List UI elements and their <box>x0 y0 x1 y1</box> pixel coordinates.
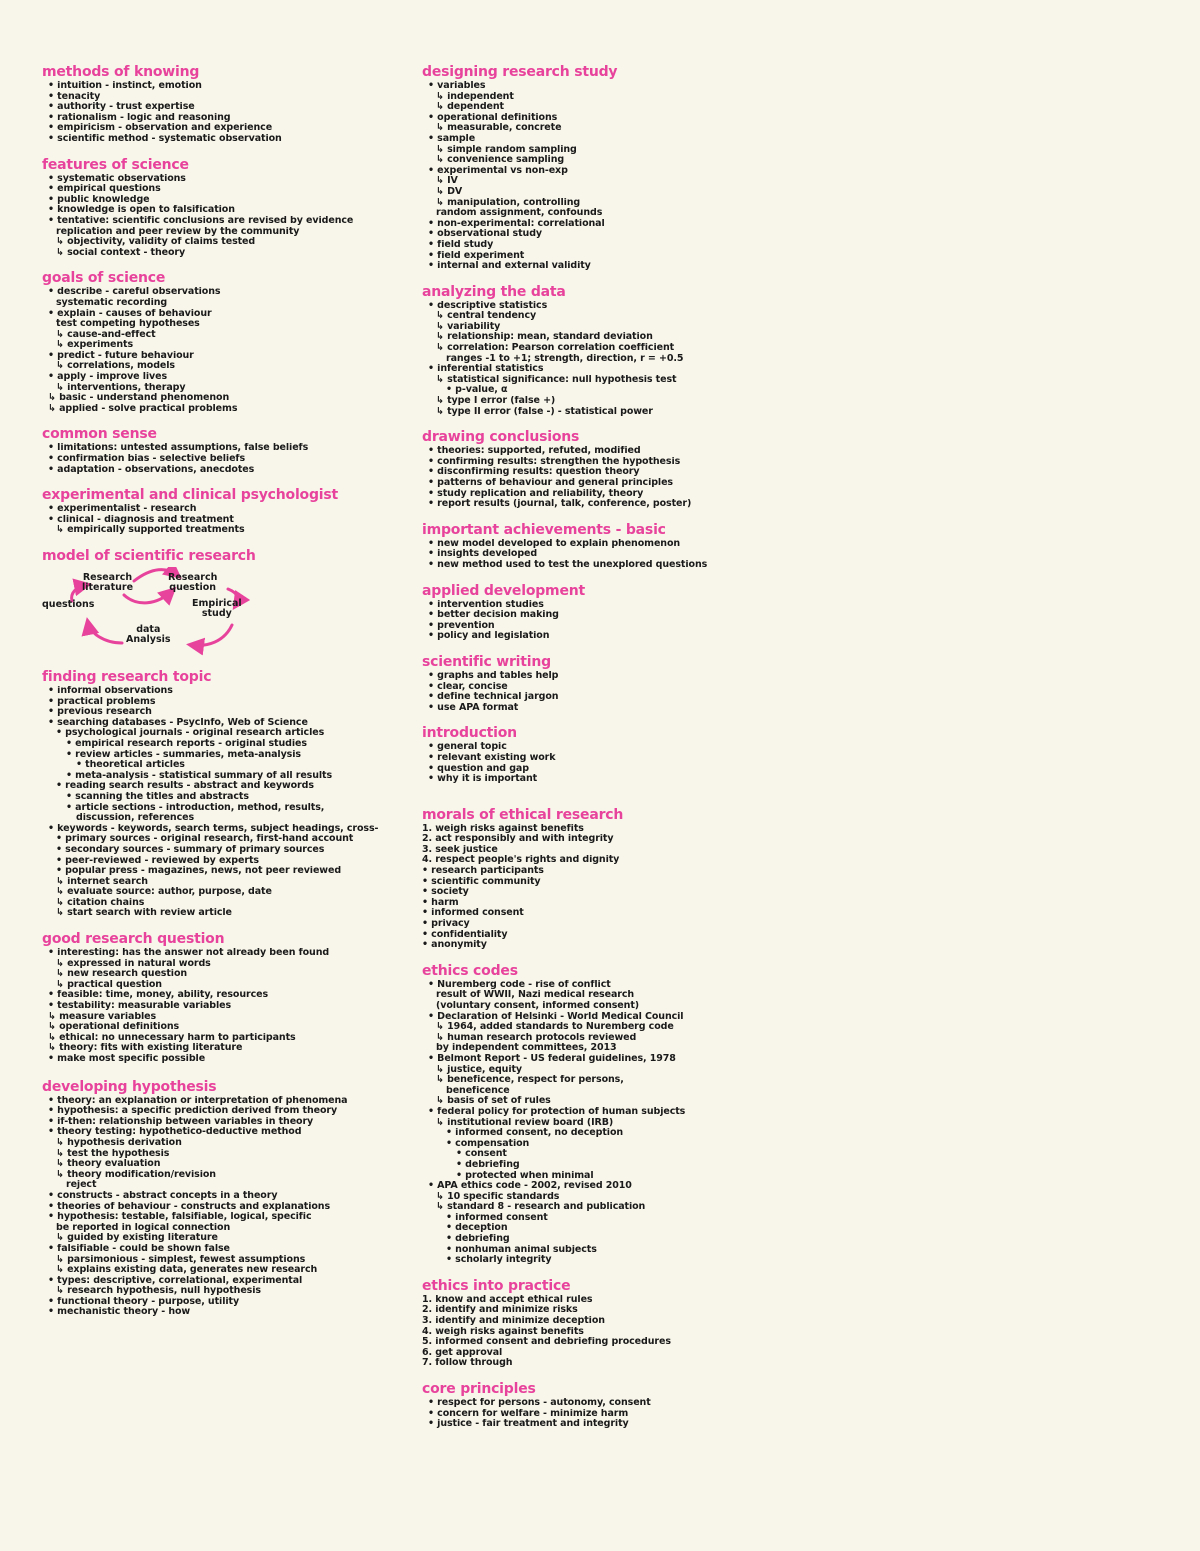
note-section <box>42 1079 387 1318</box>
note-line: • systematic observations <box>48 173 186 184</box>
note-line: • tentative: scientific conclusions are revised by evidence <box>48 215 354 226</box>
note-line: ↳ operational definitions <box>48 1022 180 1033</box>
note-line: • p-value, α <box>446 385 508 396</box>
note-line: • primary sources - original research, first-hand account <box>56 834 354 845</box>
note-line: • empirical questions <box>48 184 161 195</box>
note-line: ↳ type I error (false +) <box>436 396 556 407</box>
note-line: • study replication and reliability, theory <box>428 488 644 499</box>
note-line: • anonymity <box>422 940 487 951</box>
note-section <box>42 426 387 475</box>
section-heading: good research question <box>42 931 225 948</box>
note-line: 1. weigh risks against benefits <box>422 823 584 834</box>
section-heading: developing hypothesis <box>42 1078 217 1095</box>
note-line: • variables <box>428 81 486 91</box>
note-line: • use APA format <box>428 702 519 713</box>
note-line: ↳ statistical significance: null hypothesis test <box>436 374 677 385</box>
note-line: ↳ test the hypothesis <box>56 1148 170 1159</box>
note-line: • protected when minimal <box>456 1170 594 1181</box>
note-line: ↳ IV <box>436 176 458 187</box>
note-line: ↳ new research question <box>56 969 188 980</box>
note-line: ↳ basic - understand phenomenon <box>48 393 230 404</box>
note-line: • new method used to test the unexplored questions <box>428 559 708 570</box>
note-line: • intuition - instinct, emotion <box>48 81 202 91</box>
note-line: • make most specific possible <box>48 1054 206 1064</box>
note-line: reject <box>66 1180 97 1191</box>
note-line: • Declaration of Helsinki - World Medical Council <box>428 1011 684 1022</box>
note-line: • empirical research reports - original studies <box>66 738 307 749</box>
note-line: • society <box>422 887 469 898</box>
note-line: ↳ correlation: Pearson correlation coefficient <box>436 343 675 354</box>
note-line: • privacy <box>422 919 470 930</box>
note-line: replication and peer review by the community <box>56 226 300 237</box>
note-line: • psychological journals - original research articles <box>56 728 325 739</box>
note-line: • harm <box>422 897 459 908</box>
note-line: • theories: supported, refuted, modified <box>428 446 641 457</box>
note-line: • descriptive statistics <box>428 300 548 311</box>
note-line: random assignment, confounds <box>436 208 603 219</box>
note-line: • scientific community <box>422 876 541 887</box>
note-line: • keywords - keywords, search terms, subject headings, cross- <box>48 823 379 834</box>
note-line: ↳ measure variables <box>48 1011 157 1022</box>
note-section <box>422 654 732 713</box>
note-section <box>422 725 732 784</box>
note-line: ↳ start search with review article <box>56 908 232 919</box>
note-line: • confirmation bias - selective beliefs <box>48 454 246 465</box>
note-line: ↳ objectivity, validity of claims tested <box>56 237 256 248</box>
note-line: ↳ standard 8 - research and publication <box>436 1202 646 1213</box>
section-heading: applied development <box>422 582 585 599</box>
section-heading: common sense <box>42 426 157 443</box>
note-line: • disconfirming results: question theory <box>428 467 640 478</box>
section-heading: morals of ethical research <box>422 806 624 823</box>
note-line: • patterns of behaviour and general principles <box>428 478 673 488</box>
note-line: • respect for persons - autonomy, consent <box>428 1398 651 1408</box>
note-line: • prevention <box>428 620 495 631</box>
note-line: • informed consent, no deception <box>446 1128 624 1139</box>
note-line: ↳ parsimonious - simplest, fewest assumptions <box>56 1254 306 1265</box>
note-line: 4. weigh risks against benefits <box>422 1326 584 1337</box>
note-line: • nonhuman animal subjects <box>446 1244 597 1255</box>
note-section <box>42 487 387 536</box>
note-line: ↳ empirically supported treatments <box>56 525 245 536</box>
note-section <box>42 548 387 657</box>
note-line: • confidentiality <box>422 929 508 940</box>
note-line: • types: descriptive, correlational, experimental <box>48 1275 303 1286</box>
note-line: ↳ central tendency <box>436 311 537 322</box>
note-line: ↳ 1964, added standards to Nuremberg code <box>436 1022 674 1033</box>
note-line: • insights developed <box>428 549 538 560</box>
note-line: • knowledge is open to falsification <box>48 205 235 216</box>
note-line: • mechanistic theory - how <box>48 1307 191 1318</box>
section-heading: introduction <box>422 725 517 742</box>
note-line: 3. seek justice <box>422 844 498 855</box>
note-line: • policy and legislation <box>428 631 550 642</box>
note-line: • compensation <box>446 1138 530 1149</box>
note-line: ↳ theory modification/revision <box>56 1169 216 1180</box>
note-line: • previous research <box>48 707 152 718</box>
note-line: • feasible: time, money, ability, resources <box>48 990 269 1001</box>
note-line: • predict - future behaviour <box>48 350 194 361</box>
section-heading: ethics codes <box>422 962 518 979</box>
note-line: • informed consent <box>422 908 524 919</box>
note-line: • hypothesis: testable, falsifiable, logical, specific <box>48 1212 312 1223</box>
note-line: test competing hypotheses <box>56 319 200 330</box>
note-line: • report results (journal, talk, conference, poster) <box>428 499 692 510</box>
note-section <box>422 522 732 571</box>
note-line: • limitations: untested assumptions, false beliefs <box>48 443 309 454</box>
note-line: • concern for welfare - minimize harm <box>428 1408 629 1419</box>
note-line: • Nuremberg code - rise of conflict <box>428 979 611 990</box>
note-section <box>422 64 732 272</box>
note-section <box>422 1381 732 1430</box>
note-line: ↳ variability <box>436 321 501 332</box>
note-line: • non-experimental: correlational <box>428 218 605 229</box>
note-line: ↳ human research protocols reviewed <box>436 1032 637 1043</box>
research-model-diagram <box>42 567 282 657</box>
note-line: ↳ measurable, concrete <box>436 123 562 134</box>
section-heading: drawing conclusions <box>422 429 580 446</box>
note-line: • adaptation - observations, anecdotes <box>48 464 255 475</box>
left-column <box>42 64 387 1330</box>
note-line: • describe - careful observations <box>48 287 221 298</box>
note-line: • theories of behaviour - constructs and explanations <box>48 1201 331 1212</box>
note-line: ↳ institutional review board (IRB) <box>436 1117 614 1128</box>
note-section <box>422 284 732 418</box>
note-line: • scientific method - systematic observation <box>48 133 282 144</box>
note-section <box>42 270 387 414</box>
note-line: result of WWII, Nazi medical research <box>436 990 635 1001</box>
note-line: • theoretical articles <box>76 760 185 771</box>
note-line: • scanning the titles and abstracts <box>66 791 249 802</box>
note-line: • general topic <box>428 742 507 753</box>
note-line: • informed consent <box>446 1212 548 1223</box>
note-section <box>422 429 732 510</box>
note-line: 5. informed consent and debriefing procedures <box>422 1337 671 1348</box>
node-empirical-study: Empirical study <box>192 598 242 619</box>
note-line: ↳ 10 specific standards <box>436 1191 560 1202</box>
note-section <box>422 1278 732 1369</box>
note-line: ↳ research hypothesis, null hypothesis <box>56 1286 261 1297</box>
note-line: ↳ interventions, therapy <box>56 382 186 393</box>
section-heading: model of scientific research <box>42 548 256 564</box>
note-section <box>42 931 387 1065</box>
note-line: ↳ justice, equity <box>436 1064 523 1075</box>
section-heading: scientific writing <box>422 653 551 670</box>
note-line: ↳ citation chains <box>56 897 145 908</box>
note-line: • authority - trust expertise <box>48 102 195 113</box>
note-line: • if-then: relationship between variables in theory <box>48 1116 314 1127</box>
note-line: • debriefing <box>446 1234 510 1245</box>
section-heading: analyzing the data <box>422 283 566 300</box>
note-line: • falsifiable - could be shown false <box>48 1243 230 1254</box>
note-line: • empiricism - observation and experience <box>48 123 273 134</box>
section-heading: experimental and clinical psychologist <box>42 487 339 504</box>
section-heading: designing research study <box>422 64 618 80</box>
note-line: • field study <box>428 239 494 250</box>
note-line: ↳ correlations, models <box>56 361 175 372</box>
note-line: ranges -1 to +1; strength, direction, r = +0.5 <box>446 353 684 364</box>
node-research-literature: Research literature <box>82 572 134 593</box>
note-line: ↳ social context - theory <box>56 247 186 258</box>
note-line: • secondary sources - summary of primary sources <box>56 844 325 855</box>
note-line: ↳ theory: fits with existing literature <box>48 1043 243 1054</box>
note-line: • explain - causes of behaviour <box>48 308 212 319</box>
note-line: • why it is important <box>428 774 538 785</box>
note-line: • new model developed to explain phenomenon <box>428 538 681 549</box>
note-line: • operational definitions <box>428 112 558 123</box>
note-section <box>422 807 732 951</box>
note-line: discussion, references <box>76 813 195 824</box>
node-questions: questions <box>42 599 95 610</box>
node-data-analysis: data Analysis <box>126 624 171 645</box>
note-line: • apply - improve lives <box>48 372 168 383</box>
note-line: (voluntary consent, informed consent) <box>436 1001 639 1011</box>
note-line: ↳ basis of set of rules <box>436 1096 551 1107</box>
note-line: ↳ independent <box>436 91 514 102</box>
note-line: • informal observations <box>48 686 173 696</box>
note-line: • reading search results - abstract and keywords <box>56 781 314 792</box>
note-line: 2. identify and minimize risks <box>422 1305 578 1316</box>
note-line: • clinical - diagnosis and treatment <box>48 514 234 525</box>
note-line: ↳ dependent <box>436 102 504 113</box>
note-line: • constructs - abstract concepts in a theory <box>48 1190 278 1201</box>
note-line: ↳ explains existing data, generates new research <box>56 1265 318 1276</box>
note-line: ↳ simple random sampling <box>436 144 577 155</box>
note-line: • field experiment <box>428 250 525 261</box>
section-heading: features of science <box>42 156 189 173</box>
note-line: ↳ convenience sampling <box>436 155 565 166</box>
note-line: • question and gap <box>428 763 529 774</box>
note-line: • better decision making <box>428 610 559 621</box>
note-line: • research participants <box>422 866 544 877</box>
note-line: • inferential statistics <box>428 364 544 375</box>
note-section <box>422 963 732 1266</box>
note-section <box>42 669 387 919</box>
note-line: 1. know and accept ethical rules <box>422 1294 593 1305</box>
note-line: • tenacity <box>48 91 101 102</box>
note-line: • sample <box>428 133 476 144</box>
section-heading: core principles <box>422 1381 536 1397</box>
note-line: ↳ evaluate source: author, purpose, date <box>56 887 272 898</box>
note-line: • testability: measurable variables <box>48 1001 232 1012</box>
note-line: • debriefing <box>456 1159 520 1170</box>
note-line: • graphs and tables help <box>428 670 559 681</box>
note-line: by independent committees, 2013 <box>436 1043 617 1054</box>
note-section <box>42 64 387 145</box>
note-section <box>42 157 387 259</box>
note-line: ↳ applied - solve practical problems <box>48 403 238 414</box>
note-line: ↳ type II error (false -) - statistical power <box>436 406 653 417</box>
right-column <box>422 64 732 1442</box>
note-line: be reported in logical connection <box>56 1222 231 1233</box>
note-line: • practical problems <box>48 696 156 707</box>
note-line: • interesting: has the answer not already been found <box>48 948 330 959</box>
note-line: • article sections - introduction, method, results, <box>66 802 325 813</box>
note-line: ↳ beneficence, respect for persons, <box>436 1075 624 1086</box>
note-line: 6. get approval <box>422 1347 503 1358</box>
note-line: • scholarly integrity <box>446 1255 552 1266</box>
note-line: 3. identify and minimize deception <box>422 1316 605 1327</box>
note-line: • popular press - magazines, news, not peer reviewed <box>56 866 342 877</box>
note-line: ↳ expressed in natural words <box>56 958 211 969</box>
note-line: • deception <box>446 1223 508 1234</box>
note-line: 7. follow through <box>422 1358 513 1369</box>
note-line: ↳ guided by existing literature <box>56 1233 218 1244</box>
note-line: • justice - fair treatment and integrity <box>428 1419 629 1430</box>
note-line: • internal and external validity <box>428 261 591 272</box>
note-line: • theory testing: hypothetico-deductive method <box>48 1127 302 1138</box>
note-line: • observational study <box>428 229 543 240</box>
note-line: • hypothesis: a specific prediction derived from theory <box>48 1106 338 1117</box>
section-heading: ethics into practice <box>422 1277 571 1294</box>
section-heading: goals of science <box>42 270 166 287</box>
note-section <box>422 583 732 642</box>
note-line: • theory: an explanation or interpretation of phenomena <box>48 1095 348 1106</box>
note-line: • experimentalist - research <box>48 504 197 515</box>
note-line: • review articles - summaries, meta-analysis <box>66 749 301 760</box>
section-heading: finding research topic <box>42 669 212 685</box>
note-line: • define technical jargon <box>428 692 559 703</box>
note-line: • meta-analysis - statistical summary of all results <box>66 770 333 781</box>
note-line: beneficence <box>446 1085 510 1096</box>
node-research-question: Research question <box>168 572 218 593</box>
section-heading: important achievements - basic <box>422 521 666 538</box>
note-line: ↳ experiments <box>56 340 134 351</box>
note-line: • Belmont Report - US federal guidelines, 1978 <box>428 1053 676 1064</box>
note-line: ↳ cause-and-effect <box>56 329 156 340</box>
note-line: • functional theory - purpose, utility <box>48 1296 240 1307</box>
note-line: • experimental vs non-exp <box>428 165 568 176</box>
note-line: • consent <box>456 1149 507 1160</box>
note-line: ↳ relationship: mean, standard deviation <box>436 332 653 343</box>
note-line: ↳ DV <box>436 186 463 197</box>
note-line: • confirming results: strengthen the hypothesis <box>428 456 681 467</box>
note-line: • federal policy for protection of human subjects <box>428 1106 686 1117</box>
note-line: 4. respect people's rights and dignity <box>422 855 620 866</box>
section-heading: methods of knowing <box>42 64 200 80</box>
note-line: ↳ manipulation, controlling <box>436 197 581 208</box>
note-line: • rationalism - logic and reasoning <box>48 112 231 123</box>
note-line: ↳ ethical: no unnecessary harm to participants <box>48 1032 296 1043</box>
note-line: • public knowledge <box>48 194 150 205</box>
note-line: ↳ theory evaluation <box>56 1159 161 1170</box>
note-line: • relevant existing work <box>428 752 556 763</box>
note-line: 2. act responsibly and with integrity <box>422 834 614 845</box>
note-line: • intervention studies <box>428 599 544 610</box>
note-line: • searching databases - PsycInfo, Web of Science <box>48 717 308 728</box>
note-line: • clear, concise <box>428 681 508 692</box>
note-line: ↳ internet search <box>56 876 148 887</box>
note-line: ↳ hypothesis derivation <box>56 1137 182 1148</box>
note-line: • APA ethics code - 2002, revised 2010 <box>428 1181 632 1192</box>
note-line: • peer-reviewed - reviewed by experts <box>56 855 259 866</box>
note-line: ↳ practical question <box>56 979 162 990</box>
note-line: systematic recording <box>56 297 168 308</box>
